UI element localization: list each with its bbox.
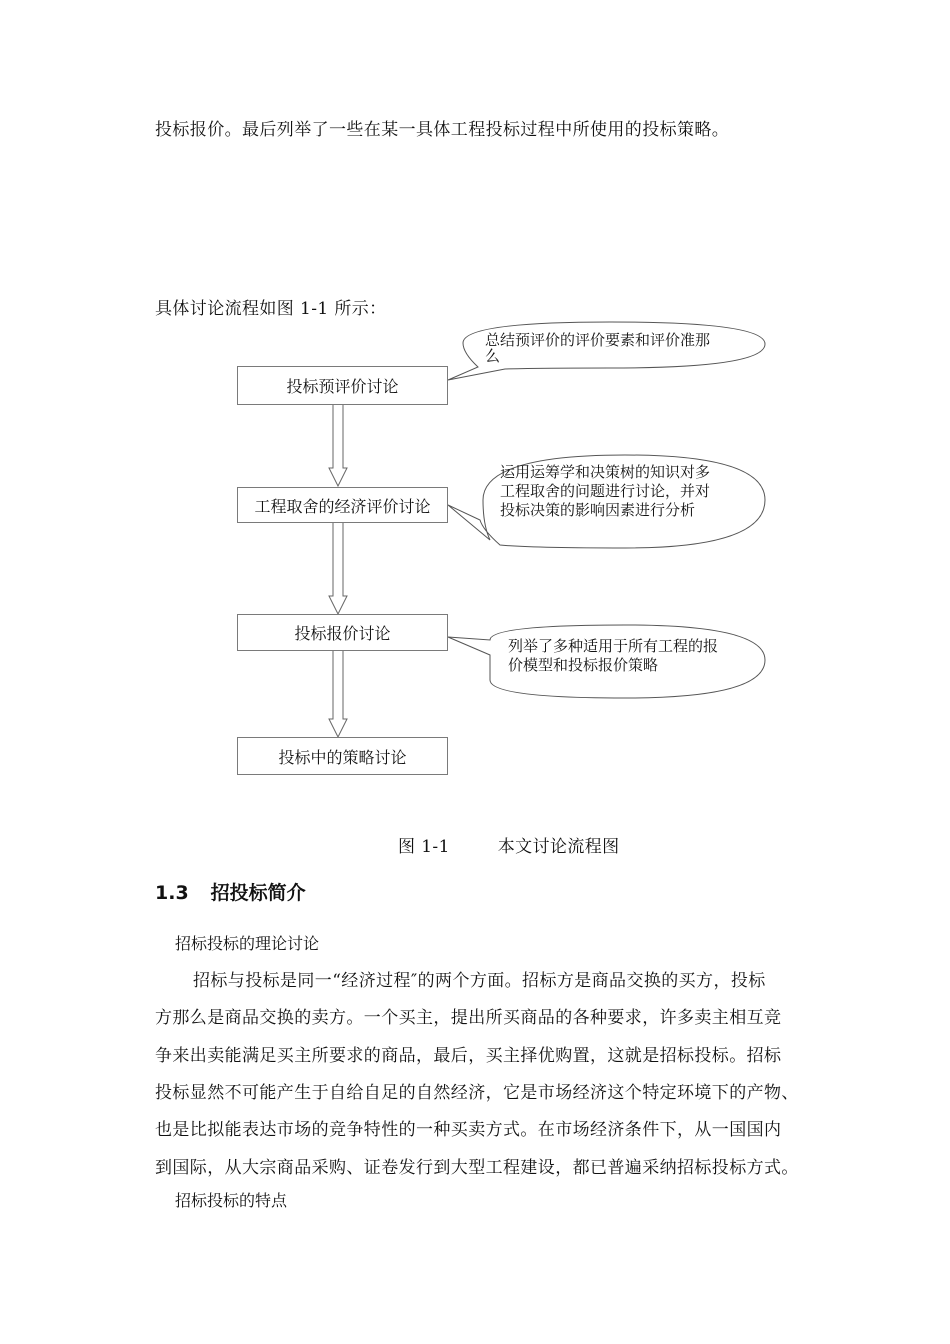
callout-1-text <box>485 331 711 365</box>
callout-2-line-3: 投标决策的影响因素进行分析 <box>500 501 696 519</box>
body-line-2: 方那么是商品交换的卖方。一个买主，提出所买商品的各种要求，许多卖主相互竞 <box>155 1008 782 1028</box>
body-line-5: 也是比拟能表达市场的竞争特性的一种买卖方式。在市场经济条件下，从一国国内 <box>155 1120 782 1140</box>
flow-intro-line: 具体讨论流程如图 1-1 所示： <box>155 299 387 319</box>
section-number: 1.3 <box>155 882 189 904</box>
figure-number: 图 1-1 <box>398 837 450 857</box>
intro-paragraph-line: 投标报价。最后列举了一些在某一具体工程投标过程中所使用的投标策略。 <box>155 120 730 140</box>
callout-2-text <box>500 463 710 520</box>
body-line-6: 到国际，从大宗商品采购、证卷发行到大型工程建设，都已普遍采纳招标投标方式。 <box>155 1158 799 1178</box>
callout-1-line-2: 么 <box>485 347 501 365</box>
subsection-heading-features: 招标投标的特点 <box>175 1191 288 1210</box>
body-line-3: 争来出卖能满足买主所要求的商品，最后，买主择优购置，这就是招标投标。招标 <box>155 1046 782 1066</box>
figure-caption <box>398 832 620 857</box>
arrow-2 <box>329 522 347 614</box>
callout-3-text <box>508 637 718 675</box>
arrow-1 <box>329 404 347 486</box>
subsection-heading-theory: 招标投标的理论讨论 <box>175 934 320 953</box>
body-line-1: 招标与投标是同一“经济过程″的两个方面。招标方是商品交换的买方，投标 <box>193 971 766 991</box>
flow-step-4: 投标中的策略讨论 <box>237 737 448 775</box>
flow-step-3: 投标报价讨论 <box>237 614 448 651</box>
flow-step-1: 投标预评价讨论 <box>237 366 448 405</box>
callout-2-line-2: 工程取舍的问题进行讨论，并对 <box>500 482 711 500</box>
section-heading <box>155 878 306 905</box>
flow-step-2: 工程取舍的经济评价讨论 <box>237 487 448 523</box>
figure-title: 本文讨论流程图 <box>497 837 620 857</box>
arrow-3 <box>329 650 347 737</box>
callout-1-line-1: 总结预评价的评价要素和评价准那 <box>485 331 711 349</box>
callout-3-line-1: 列举了多种适用于所有工程的报 <box>508 637 719 655</box>
callout-2-line-1: 运用运筹学和决策树的知识对多 <box>500 463 711 481</box>
callout-3-line-2: 价模型和投标报价策略 <box>508 656 659 674</box>
section-title: 招投标简介 <box>210 882 306 904</box>
body-line-4: 投标显然不可能产生于自给自足的自然经济，它是市场经济这个特定环境下的产物、 <box>155 1083 799 1103</box>
